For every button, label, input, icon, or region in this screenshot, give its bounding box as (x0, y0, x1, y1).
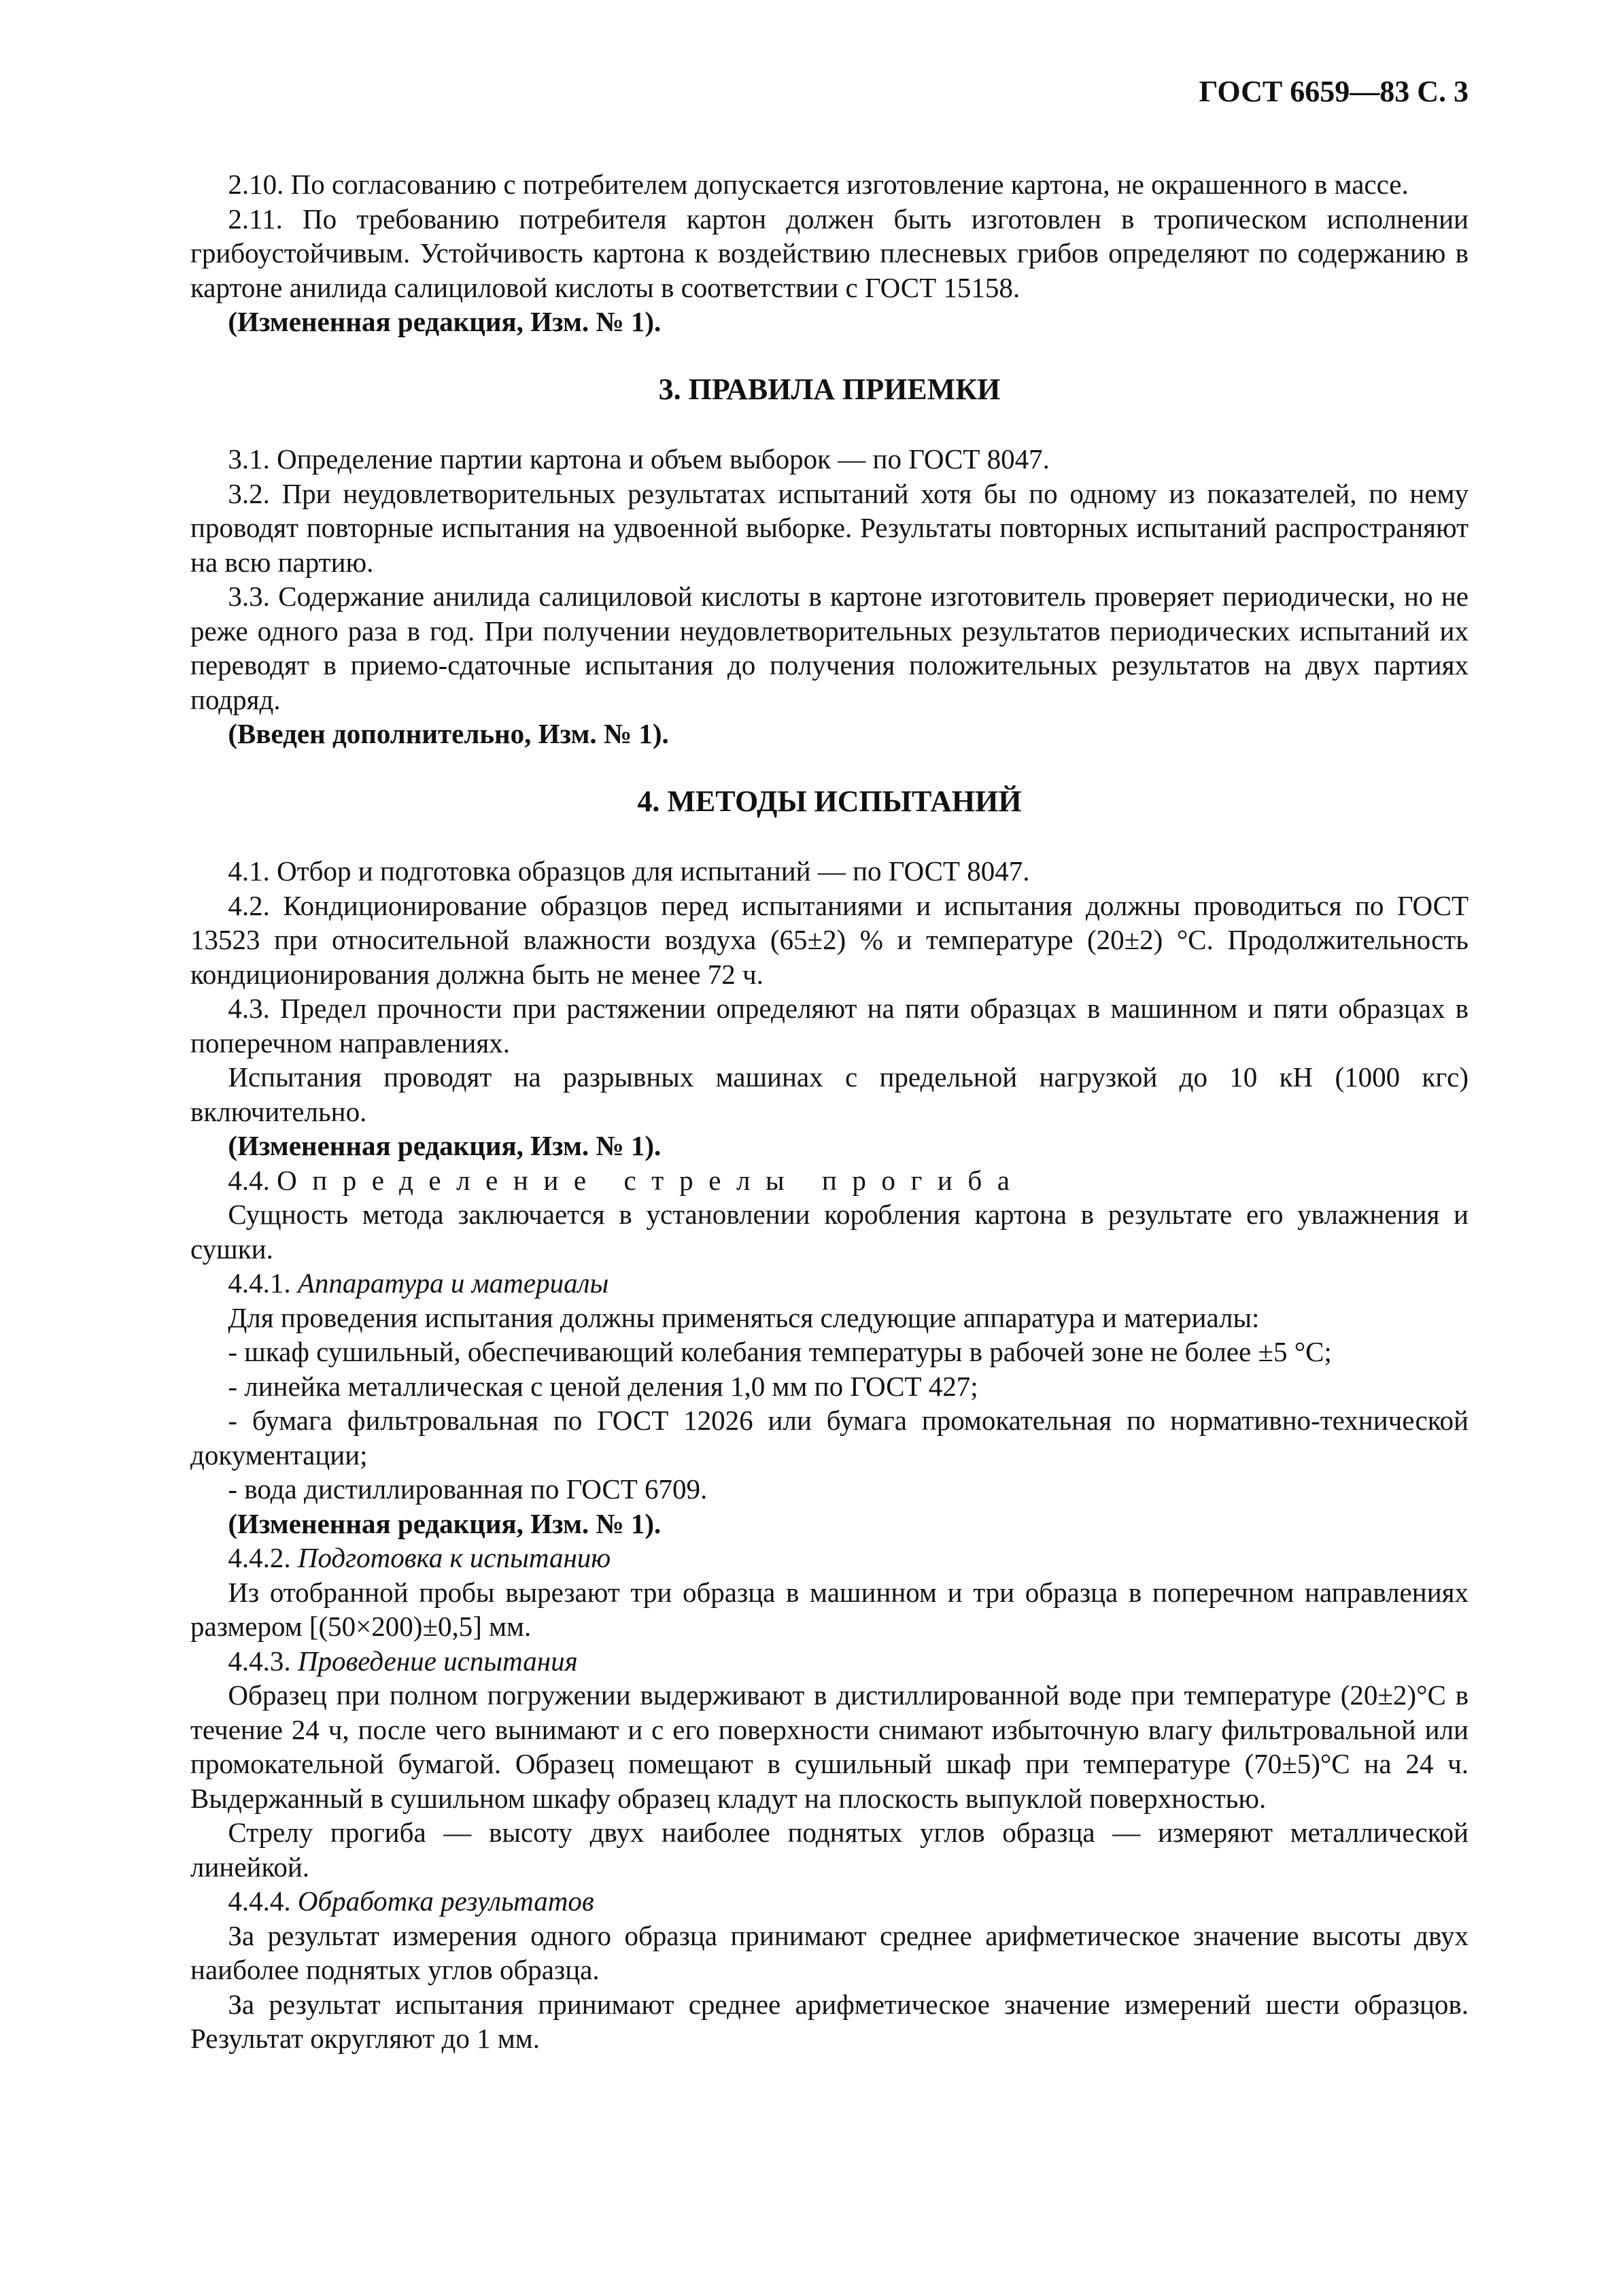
paragraph-4-3: 4.3. Предел прочности при растяжении определяют на пяти образцах в машинном и пяти образцах в поперечном направлениях. (190, 993, 1469, 1059)
paragraph-4-4-2-text: Из отобранной пробы вырезают три образца в машинном и три образца в поперечном направлениях размером [(50×200)±0,5] мм. (190, 1576, 1469, 1642)
paragraph-4-4-3-heading (190, 1644, 1469, 1679)
document-page (190, 75, 1469, 2056)
paragraph-3-2: 3.2. При неудовлетворительных результатах испытаний хотя бы по одному из показателей, по нему проводят повторные испытания на удвоенной выборке. Результаты повторных испытаний распространяют на всю партию. (190, 477, 1469, 578)
clause-title-italic: Проведение испытания (297, 1645, 578, 1677)
list-item: - шкаф сушильный, обеспечивающий колебания температуры в рабочей зоне не более ±5 °С; (228, 1336, 1332, 1367)
paragraph-4-4-4-heading (190, 1884, 1469, 1919)
clause-number: 4.4.4. (228, 1885, 291, 1917)
section-4-heading: 4. МЕТОДЫ ИСПЫТАНИЙ (637, 784, 1022, 818)
list-item: - бумага фильтровальная по ГОСТ 12026 или бумага промокательная по нормативно-технической документации; (190, 1405, 1469, 1471)
amendment-note: (Измененная редакция, Изм. № 1). (228, 306, 662, 337)
paragraph-4-2: 4.2. Кондиционирование образцов перед испытаниями и испытания должны проводиться по ГОСТ 13523 при относительной влажности воздуха (65±2) % и температуре (20±2) °С. Продолжительность кондиционирования должна быть не менее 72 ч. (190, 889, 1469, 990)
paragraph-3-1: 3.1. Определение партии картона и объем выборок — по ГОСТ 8047. (228, 443, 1050, 475)
clause-title-spaced: Определение стрелы прогиба (277, 1164, 1025, 1196)
amendment-note: (Измененная редакция, Изм. № 1). (228, 1507, 662, 1539)
clause-number: 4.4.3. (228, 1645, 291, 1677)
paragraph-4-4-1-intro: Для проведения испытания должны применяться следующие аппаратура и материалы: (228, 1301, 1260, 1333)
paragraph-4-4-3-text: Образец при полном погружении выдерживают в дистиллированной воде при температуре (20±2)°С в течение 24 ч, после чего вынимают и с его поверхности снимают избыточную влагу фильтровальной или промокательной бумагой. Образец помещают в сушильный шкаф при температуре (70±5)°С на 24 ч. Выдержанный в сушильном шкафу образец кладут на плоскость выпуклой поверхностью. (190, 1679, 1469, 1814)
clause-title-italic: Обработка результатов (297, 1885, 594, 1917)
paragraph-4-3-continued: Испытания проводят на разрывных машинах с предельной нагрузкой до 10 кН (1000 кгс) включительно. (190, 1061, 1469, 1127)
paragraph-4-1: 4.1. Отбор и подготовка образцов для испытаний — по ГОСТ 8047. (228, 855, 1030, 887)
paragraph-4-4-text: Сущность метода заключается в установлении коробления картона в результате его увлажнения и сушки. (190, 1199, 1469, 1265)
amendment-note: (Введен дополнительно, Изм. № 1). (228, 718, 669, 749)
clause-title-italic: Аппаратура и материалы (297, 1267, 609, 1299)
clause-number: 4.4. (228, 1164, 270, 1196)
amendment-note: (Измененная редакция, Изм. № 1). (228, 1130, 662, 1161)
paragraph-4-4-4-text-2: За результат испытания принимают среднее арифметическое значение измерений шести образцов. Результат округляют до 1 мм. (190, 1988, 1469, 2054)
paragraph-4-4-1-heading (190, 1266, 1469, 1301)
paragraph-4-4-heading (190, 1163, 1469, 1198)
clause-number: 4.4.1. (228, 1267, 291, 1299)
paragraph-2-11: 2.11. По требованию потребителя картон должен быть изготовлен в тропическом исполнении грибоустойчивым. Устойчивость картона к воздействию плесневых грибов определяют по содержанию в картоне анилида салициловой кислоты в соответствии с ГОСТ 15158. (190, 203, 1469, 303)
paragraph-4-4-3-text-2: Стрелу прогиба — высоту двух наиболее поднятых углов образца — измеряют металлической линейкой. (190, 1817, 1469, 1883)
list-item: - вода дистиллированная по ГОСТ 6709. (228, 1473, 708, 1505)
section-3-heading: 3. ПРАВИЛА ПРИЕМКИ (658, 372, 1001, 406)
paragraph-2-10: 2.10. По согласованию с потребителем допускается изготовление картона, не окрашенного в массе. (228, 169, 1409, 200)
paragraph-4-4-4-text: За результат измерения одного образца принимают среднее арифметическое значение высоты двух наиболее поднятых углов образца. (190, 1919, 1469, 1985)
page-header: ГОСТ 6659—83 С. 3 (1199, 75, 1469, 108)
paragraph-3-3: 3.3. Содержание анилида салициловой кислоты в картоне изготовитель проверяет периодически, но не реже одного раза в год. При получении неудовлетворительных результатов периодических испытаний их переводят в приемо-сдаточные испытания до получения положительных результатов на двух партиях подряд. (190, 581, 1469, 715)
list-item: - линейка металлическая с ценой деления 1,0 мм по ГОСТ 427; (228, 1370, 978, 1402)
paragraph-4-4-2-heading (190, 1541, 1469, 1575)
clause-title-italic: Подготовка к испытанию (297, 1542, 611, 1573)
clause-number: 4.4.2. (228, 1542, 291, 1573)
